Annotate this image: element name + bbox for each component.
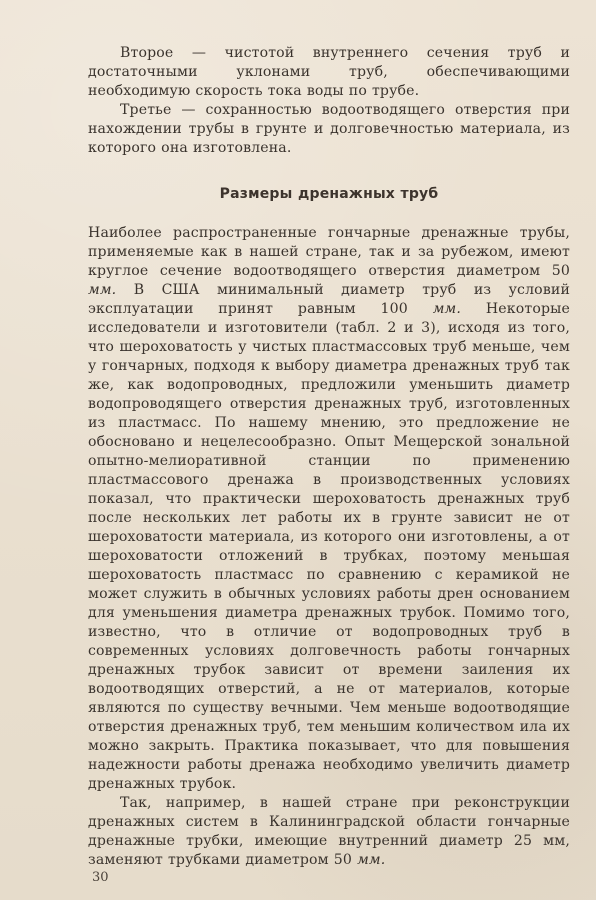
page-text-block: [88, 44, 570, 870]
final-paragraph-unit: мм.: [357, 852, 386, 868]
final-paragraph: [88, 794, 570, 870]
main-paragraph-text-1: Наиболее распространенные гончарные дренажные трубы, применяемые как в нашей стране, так и за рубежом, имеют круглое сечение водоотводящего отверстия диаметром 50: [88, 225, 570, 279]
final-paragraph-text: Так, например, в нашей стране при реконструкции дренажных систем в Калининградской области гончарные дренажные трубки, имеющие внутренний диаметр 25 мм, заменяют трубками диаметром 50: [88, 795, 570, 868]
section-heading: Размеры дренажных труб: [219, 186, 439, 202]
intro-paragraph-2: Третье — сохранностью водоотводящего отверстия при нахождении трубы в грунте и долговечностью материала, из которого она изготовлена.: [88, 102, 570, 156]
main-paragraph-unit-2: мм.: [432, 301, 462, 317]
main-paragraph: [88, 224, 570, 794]
main-paragraph-unit-1: мм.: [88, 282, 117, 298]
page-number: 30: [92, 870, 109, 885]
main-paragraph-text-3: Некоторые исследователи и изготовители (табл. 2 и 3), исходя из того, что шероховатость у чистых пластмассовых труб меньше, чем у гончарных, подходя к выбору диаметра дренажных труб так же, как водопроводных, предложили уменьшить диаметр водопроводящего отверстия дренажных труб, изготовленных из пластмасс. По нашему мнению, это предложение не обосновано и нецелесообразно. Опыт Мещерской зональной опытно-мелиоративной станции по применению пластмассового дренажа в производственных условиях показал, что практически шероховатость дренажных труб после нескольких лет работы их в грунте зависит не от шероховатости материала, из которого они изготовлены, а от шероховатости отложений в трубках, поэтому меньшая шероховатость пластмасс по сравнению с керамикой не может служить в обычных условиях работы дрен основанием для уменьшения диаметра дренажных трубок. Помимо того, известно, что в отличие от водопроводных труб в современных условиях долговечность работы гончарных дренажных трубок зависит от времени заиления их водоотводящих отверстий, а не от материалов, которые являются по существу вечными. Чем меньше водоотводящие отверстия дренажных труб, тем меньшим количеством ила их можно закрыть. Практика показывает, что для повышения надежности работы дренажа необходимо увеличить диаметр дренажных трубок.: [88, 301, 570, 792]
intro-paragraph-1: Второе — чистотой внутреннего сечения труб и достаточными уклонами труб, обеспечивающими необходимую скорость тока воды по трубе.: [88, 45, 570, 99]
main-paragraph-text-2: В США минимальный диаметр труб из условий эксплуатации принят равным 100: [88, 282, 570, 317]
